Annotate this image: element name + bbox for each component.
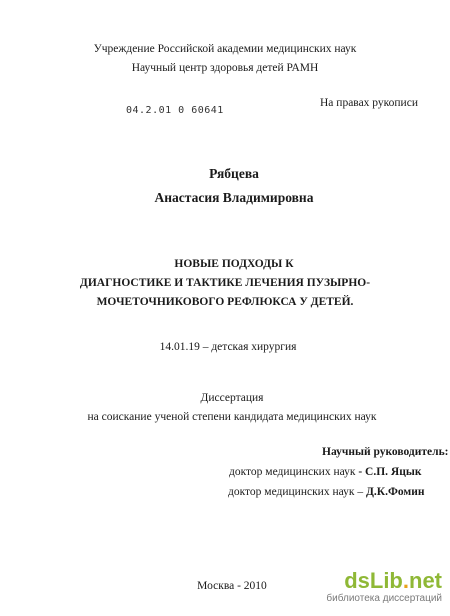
watermark-logo-dot: . (402, 568, 409, 593)
watermark-subtitle: библиотека диссертаций (326, 593, 442, 604)
author-given-names: Анастасия Владимировна (154, 190, 314, 205)
supervisor-2-degree: доктор медицинских наук – (228, 486, 366, 498)
city-year: Москва - 2010 (197, 580, 267, 592)
institution-line-1: Учреждение Российской академии медицинских наук (93, 43, 357, 55)
supervisor-1-degree: доктор медицинских наук (229, 466, 359, 478)
supervisor-line-2 (228, 486, 424, 498)
title-line-1: НОВЫЕ ПОДХОДЫ К (174, 258, 294, 270)
supervisor-1-name: - С.П. Яцык (358, 466, 422, 478)
title-line-3: МОЧЕТОЧНИКОВОГО РЕФЛЮКСА У ДЕТЕЙ. (96, 296, 354, 308)
watermark-logo (310, 569, 442, 593)
title-line-2: ДИАГНОСТИКЕ И ТАКТИКЕ ЛЕЧЕНИЯ ПУЗЫРНО- (79, 277, 371, 289)
dissertation-purpose: на соискание ученой степени кандидата медицинских наук (87, 411, 377, 423)
watermark-logo-tld: net (409, 568, 442, 593)
rights-note: На правах рукописи (320, 97, 418, 109)
author-surname: Рябцева (209, 166, 259, 181)
supervisor-2-name: Д.К.Фомин (365, 486, 425, 498)
dissertation-type: Диссертация (200, 392, 264, 404)
institution-line-2: Научный центр здоровья детей РАМН (131, 62, 319, 74)
dslib-watermark[interactable] (310, 569, 442, 609)
archive-stamp-code: 04.2.01 0 60641 (126, 105, 224, 116)
supervisor-heading: Научный руководитель: (322, 446, 449, 458)
specialty-code: 14.01.19 – детская хирургия (159, 341, 297, 353)
watermark-logo-main: dsLib (344, 568, 403, 593)
supervisor-line-1 (229, 466, 421, 478)
